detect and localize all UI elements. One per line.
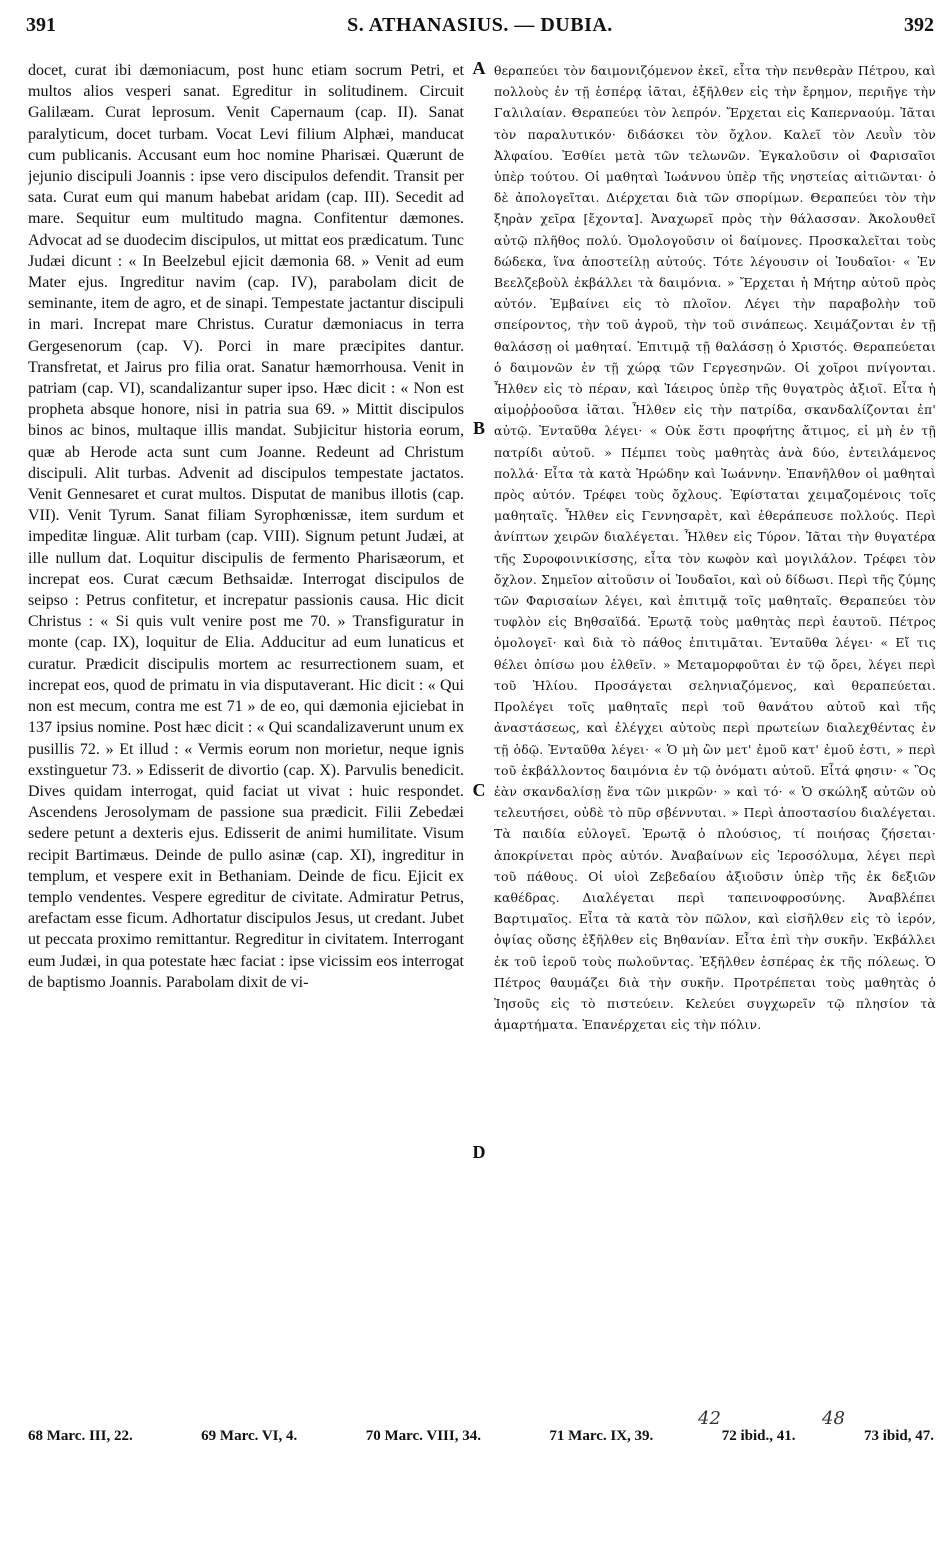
footnotes: [28, 1428, 934, 1452]
page-header: [26, 14, 934, 42]
running-title: S. ATHANASIUS. — DUBIA.: [347, 14, 613, 36]
greek-text: θεραπεύει τὸν δαιμονιζόμενον ἐκεῖ, εἶτα τὴν πενθερὰν Πέτρου, καὶ πολλοὺς ἐν τῇ ἑσπέρᾳ ἰᾶται, ἐξῆλθεν εἰς τὴν ἔρημον, περιῆγε τὴν Γαλιλαίαν. Θεραπεύει τὸν λεπρόν. Ἔρχεται εἰς Καπερναούμ. Ἰᾶται τὸν παραλυτικόν· διδάσκει τὸν ὄχλον. Καλεῖ τὸν Λευῒν τὸν Ἀλφαίου. Ἐσθίει μετὰ τῶν τελωνῶν. Ἐγκαλοῦσιν οἱ Φαρισαῖοι ὑπὲρ τούτου. Οἱ μαθηταὶ Ἰωάννου ὑπὲρ τῆς νηστείας αἰτιῶνται· ὁ δὲ ἀπολογεῖται. Διέρχεται διὰ τῶν σπορίμων. Θεραπεύει τὸν τὴν ξηρὰν χεῖρα [ἔχοντα]. Ἀναχωρεῖ πρὸς τὴν θάλασσαν. Ἀκολουθεῖ αὐτῷ πλῆθος πολύ. Ὁμολογοῦσιν οἱ δαίμονες. Προσκαλεῖται τοὺς δώδεκα, ἵνα ἀποστείλῃ αὐτούς. Τότε λέγουσιν οἱ Ἰουδαῖοι· « Ἐν Βεελζεβοὺλ ἐκβάλλει τὰ δαιμόνια. » Ἔρχεται ἡ Μήτηρ αὐτοῦ πρὸς αὐτόν. Ἐμβαίνει εἰς τὸ πλοῖον. Λέγει τὴν παραβολὴν τοῦ σπείροντος, τὴν τοῦ ἀγροῦ, τὴν τοῦ σινάπεως. Χειμάζονται ἐν τῇ θαλάσσῃ οἱ μαθηταί. Ἐπιτιμᾷ τῇ θαλάσσῃ ὁ Χριστός. Θεραπεύεται ὁ δαιμονῶν ἐν τῇ χώρᾳ τῶν Γεργεσηνῶν. Οἱ χοῖροι πνίγονται. Ἦλθεν εἰς τὸ πέραν, καὶ Ἰάειρος ὑπὲρ τῆς θυγατρὸς ἀξιοῖ. Εἶτα ἡ αἱμοῤῥοοῦσα ἰᾶται. Ἦλθεν εἰς τὴν πατρίδα, σκανδαλίζονται ἐπ' αὐτῷ. Ἐνταῦθα λέγει· « Οὐκ ἔστι προφήτης ἄτιμος, εἰ μὴ ἐν τῇ πατρίδι αὐτοῦ. » Πέμπει τοὺς μαθητὰς ἀνὰ δύο, ἐντειλάμενος πολλά· Εἶτα τὰ κατὰ Ἡρώδην καὶ Ἰωάννην. Ἐπανῆλθον οἱ μαθηταὶ πρὸς αὐτόν. Τρέφει τοὺς ὄχλους. Ἐφίσταται χειμαζομένοις τοῖς μαθηταῖς. Ἦλθεν εἰς Γεννησαρὲτ, καὶ ἐθεράπευσε πολλούς. Περὶ ἀνίπτων χειρῶν διαλέγεται. Ἦλθεν εἰς Τύρον. Ἰᾶται τὴν θυγατέρα τῆς Συροφοινικίσσης, εἶτα τὸν κωφὸν καὶ μογιλάλον. Τρέφει τὸν ὄχλον. Σημεῖον αἰτοῦσιν οἱ Ἰουδαῖοι, καὶ οὐ δίδωσι. Περὶ τῆς ζύμης τῶν Φαρισαίων λέγει, καὶ ἐπιτιμᾷ τοῖς μαθηταῖς. Θεραπεύει τὸν τυφλὸν εἰς Βηθσαϊδά. Ἐρωτᾷ τοὺς μαθητὰς περὶ ἑαυτοῦ. Πέτρος ὁμολογεῖ· καὶ διὰ τὸ πάθος ἐπιτιμᾶται. Ἐνταῦθα λέγει· « Εἴ τις θέλει ὀπίσω μου ἐλθεῖν. » Μεταμορφοῦται ἐν τῷ ὄρει, λέγει περὶ τοῦ Ἠλίου. Προσάγεται σεληνιαζόμενος, καὶ θεραπεύεται. Προλέγει τοῖς μαθηταῖς περὶ τοῦ θανάτου αὐτοῦ καὶ τῆς ἀναστάσεως, καὶ ἐλέγχει αὐτοὺς περὶ πρωτείων διαλεχθέντας ἐν τῇ ὁδῷ. Ἐνταῦθα λέγει· « Ὁ μὴ ὢν μετ' ἐμοῦ κατ' ἐμοῦ ἐστι, » περὶ τοῦ ἐκβάλλοντος δαιμόνια ἐν τῷ ὀνόματι αὐτοῦ. Εἶτά φησιν· « Ὃς ἐὰν σκανδαλίσῃ ἕνα τῶν μικρῶν· » καὶ τό· « Ὁ σκώληξ αὐτῶν οὐ τελευτήσει, οὐδὲ τὸ πῦρ σβέννυται. » Περὶ ἀποστασίου διαλέγεται. Τὰ παιδία εὐλογεῖ. Ἐρωτᾷ ὁ πλούσιος, τί ποιήσας ζήσεται· ἀποκρίνεται πρὸς αὐτόν. Ἀναβαίνων εἰς Ἱεροσόλυμα, λέγει περὶ τοῦ πάθους. Οἱ υἱοὶ Ζεβεδαίου ἀξιοῦσιν ὑπὲρ τῆς ἐκ δεξιῶν καθέδρας. Διαλέγεται περὶ ταπεινοφροσύνης. Ἀναβλέπει Βαρτιμαῖος. Εἶτα τὰ κατὰ τὸν πῶλον, καὶ εἰσῆλθεν εἰς τὸ ἱερόν, ὀψίας οὔσης ἐξῆλθεν εἰς Βηθανίαν. Εἶτα ἐπὶ τὴν συκῆν. Ἐκβάλλει ἐκ τοῦ ἱεροῦ τοὺς πωλοῦντας. Ἐξῆλθεν ἑσπέρας ἐκ τῆς πόλεως. Ὁ Πέτρος θαυμάζει διὰ τὴν συκῆν. Προτρέπεται τοὺς μαθητὰς ὁ Ἰησοῦς εἰς τὸ πιστεύειν. Κελεύει συγχωρεῖν τῷ πλησίον τὰ ἁμαρτήματα. Ἐπανέρχεται εἰς τὴν πόλιν.: [494, 63, 936, 1033]
greek-column: [494, 60, 936, 1390]
footnote-69: 69 Marc. VI, 4.: [201, 1428, 298, 1444]
footnote-70: 70 Marc. VIII, 34.: [365, 1428, 481, 1444]
handwritten-note-1: 42: [698, 1408, 721, 1429]
margin-mark-b: B: [472, 418, 485, 438]
latin-text: docet, curat ibi dæmoniacum, post hunc etiam socrum Petri, et multos alios vesperi sanat. Egreditur in solitudinem. Circuit Galilæam. Curat leprosum. Venit Capernaum (cap. II). Sanat paralyticum, docet turbam. Vocat Levi filium Alphæi, manducat cum publicanis. Accusant eum hoc nomine Pharisæi. Quærunt de jejunio discipuli Joannis : ipse vero discipulos defendit. Transit per sata. Curat eum qui manum habebat aridam (cap. III). Secedit ad mare. Sequitur eum multitudo magna. Confitentur dæmones. Advocat ad se duodecim discipulos, ut mittat eos prædicatum. Tunc Judæi dicunt : « In Beelzebul ejicit dæmonia 68. » Venit ad eum Mater ejus. Ingreditur navim (cap. IV), parabolam dicit de seminante, item de agro, et de sinapi. Tempestate jactantur discipuli in mari. Increpat mare Christus. Curatur dæmoniacus in terra Gergesenorum (cap. V). Porci in mare præcipites dantur. Transfretat, et Jairus pro filia orat. Sanatur hæmorrhousa. Venit in patriam (cap. VI), scandalizantur super ipso. Hæc dicit : « Non est propheta absque honore, nisi in patria sua 69. » Mittit discipulos binos ac binos, multaque illis mandat. Subjicitur historia eorum, quæ ab Herode acta sunt cum Joanne. Redeunt ad Christum discipuli. Alit turbas. Advenit ad discipulos tempestate jactatos. Venit Gennesaret et curat multos. Disputat de manibus illotis (cap. VII). Venit Tyrum. Sanat filiam Syrophœnissæ, item surdum et impeditæ linguæ. Alit turbam (cap. VIII). Signum petunt Judæi, at ille nullum dat. Loquitur discipulis de fermento Pharisæorum, et increpat eos. Curat cæcum Bethsaidæ. Interrogat discipulos de seipso : Petrus confitetur, et increpatur passionis causa. Hic dicit Christus : « Si quis vult venire post me 70. » Transfiguratur in monte (cap. IX), loquitur de Elia. Adducitur ad eum lunaticus et curatur. Prædicit discipulis mortem ac resurrectionem suam, et increpat eos, quod de primatu in via disputaverant. Hic dicit : « Qui non est mecum, contra me est 71 » de eo, qui dæmonia ejiciebat in 137 ipsius nomine. Post hæc dicit : « Qui scandalizaverunt unum ex pusillis 72. » Et illud : « Vermis eorum non morietur, neque ignis exstinguetur 73. » Edisserit de divortio (cap. X). Parvulis benedicit. Dives quidam interrogat, quid faciat ut vivat : huic respondet. Ascendens Jerosolymam de passione sua prædicit. Filii Zebedæi sedere petunt a dexteris ejus. Edisserit de animi humilitate. Visum recipit Bartimæus. Deinde de pullo asinæ (cap. XI), ingreditur in templum, et vespere exit in Bethaniam. Deinde de ficu. Ejicit ex templo vendentes. Vespere egreditur de civitate. Admiratur Petrus, arefactam esse ficum. Adhortatur discipulos Jesus, ut credant. Jubet ut peccata proximo remittantur. Regreditur in civitatem. Interrogant eum Judæi, in qua potestate hæc faciat : ipse vicissim eos interrogat de baptismo Joannis. Parabolam dixit de vi-: [28, 62, 464, 991]
page-number-left: 391: [26, 14, 56, 36]
footnote-72: 72 ibid., 41.: [721, 1428, 796, 1444]
footnote-68: 68 Marc. III, 22.: [28, 1428, 133, 1444]
handwritten-note-2: 48: [822, 1408, 845, 1429]
page-number-right: 392: [904, 14, 934, 36]
margin-mark-a: A: [472, 58, 486, 78]
footnote-71: 71 Marc. IX, 39.: [549, 1428, 654, 1444]
margin-mark-d: D: [472, 1142, 486, 1162]
latin-column: [28, 60, 464, 1390]
margin-mark-c: C: [472, 780, 486, 800]
footnote-73: 73 ibid, 47.: [863, 1428, 934, 1444]
